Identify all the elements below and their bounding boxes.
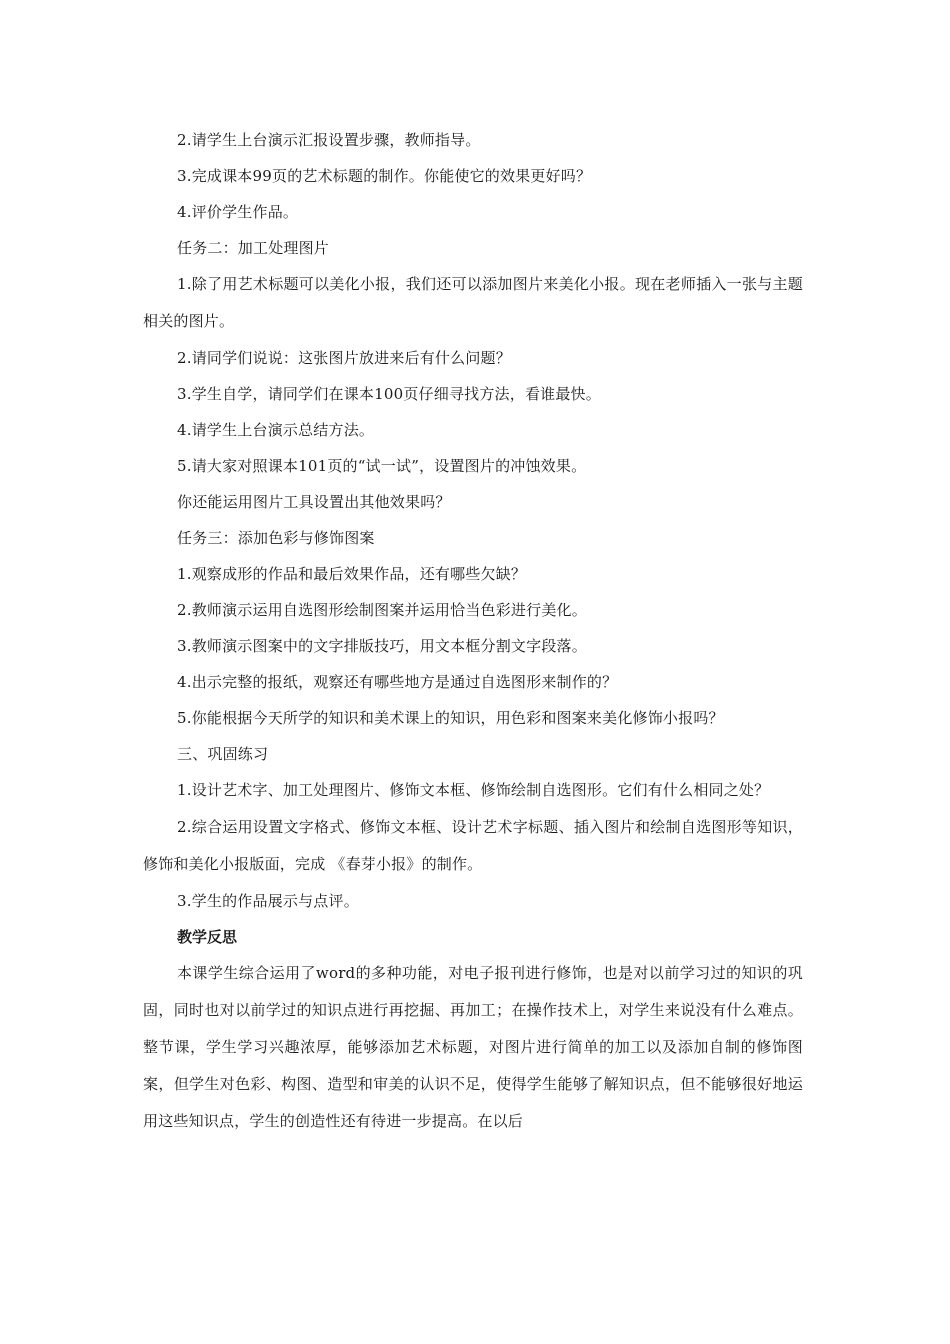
- paragraph: 2.请学生上台演示汇报设置步骤，教师指导。: [177, 131, 481, 149]
- section-title-task-two: 任务二：加工处理图片: [177, 239, 330, 257]
- paragraph: 1.观察成形的作品和最后效果作品，还有哪些欠缺？: [177, 565, 527, 583]
- paragraph: 5.请大家对照课本101页的“试一试”，设置图片的冲蚀效果。: [177, 457, 587, 475]
- paragraph: 3.完成课本99页的艺术标题的制作。你能使它的效果更好吗？: [177, 167, 592, 185]
- paragraph: 2.请同学们说说：这张图片放进来后有什么问题？: [177, 349, 511, 367]
- reflection-heading: 教学反思: [177, 928, 238, 946]
- paragraph: 1.除了用艺术标题可以美化小报，我们还可以添加图片来美化小报。现在老师插入一张与主题相关的图片。: [143, 275, 803, 330]
- paragraph: 3.教师演示图案中的文字排版技巧，用文本框分割文字段落。: [177, 637, 587, 655]
- paragraph: 2.教师演示运用自选图形绘制图案并运用恰当色彩进行美化。: [177, 601, 587, 619]
- section-title-task-three: 任务三：添加色彩与修饰图案: [177, 529, 375, 547]
- paragraph: 5.你能根据今天所学的知识和美术课上的知识，用色彩和图案来美化修饰小报吗？: [177, 709, 724, 727]
- paragraph: 4.出示完整的报纸，观察还有哪些地方是通过自选图形来制作的？: [177, 673, 618, 691]
- reflection-paragraph: 本课学生综合运用了word的多种功能，对电子报刊进行修饰，也是对以前学习过的知识的巩固，同时也对以前学过的知识点进行再挖掘、再加工；在操作技术上，对学生来说没有什么难点。整节课，学生学习兴趣浓厚，能够添加艺术标题，对图片进行简单的加工以及添加自制的修饰图案，但学生对色彩、构图、造型和审美的认识不足，使得学生能够了解知识点，但不能够很好地运用这些知识点，学生的创造性还有待进一步提高。在以后: [143, 964, 803, 1130]
- paragraph: 2.综合运用设置文字格式、修饰文本框、设计艺术字标题、插入图片和绘制自选图形等知识，修饰和美化小报版面，完成 《春芽小报》的制作。: [143, 818, 803, 873]
- document-body: [143, 122, 803, 1140]
- paragraph: 3.学生自学，请同学们在课本100页仔细寻找方法，看谁最快。: [177, 385, 601, 403]
- section-title-practice: 三、巩固练习: [177, 745, 269, 763]
- paragraph: 你还能运用图片工具设置出其他效果吗？: [177, 493, 451, 511]
- paragraph: 4.请学生上台演示总结方法。: [177, 421, 375, 439]
- paragraph: 4.评价学生作品。: [177, 203, 299, 221]
- paragraph: 1.设计艺术字、加工处理图片、修饰文本框、修饰绘制自选图形。它们有什么相同之处？: [177, 781, 770, 799]
- paragraph: 3.学生的作品展示与点评。: [177, 892, 359, 910]
